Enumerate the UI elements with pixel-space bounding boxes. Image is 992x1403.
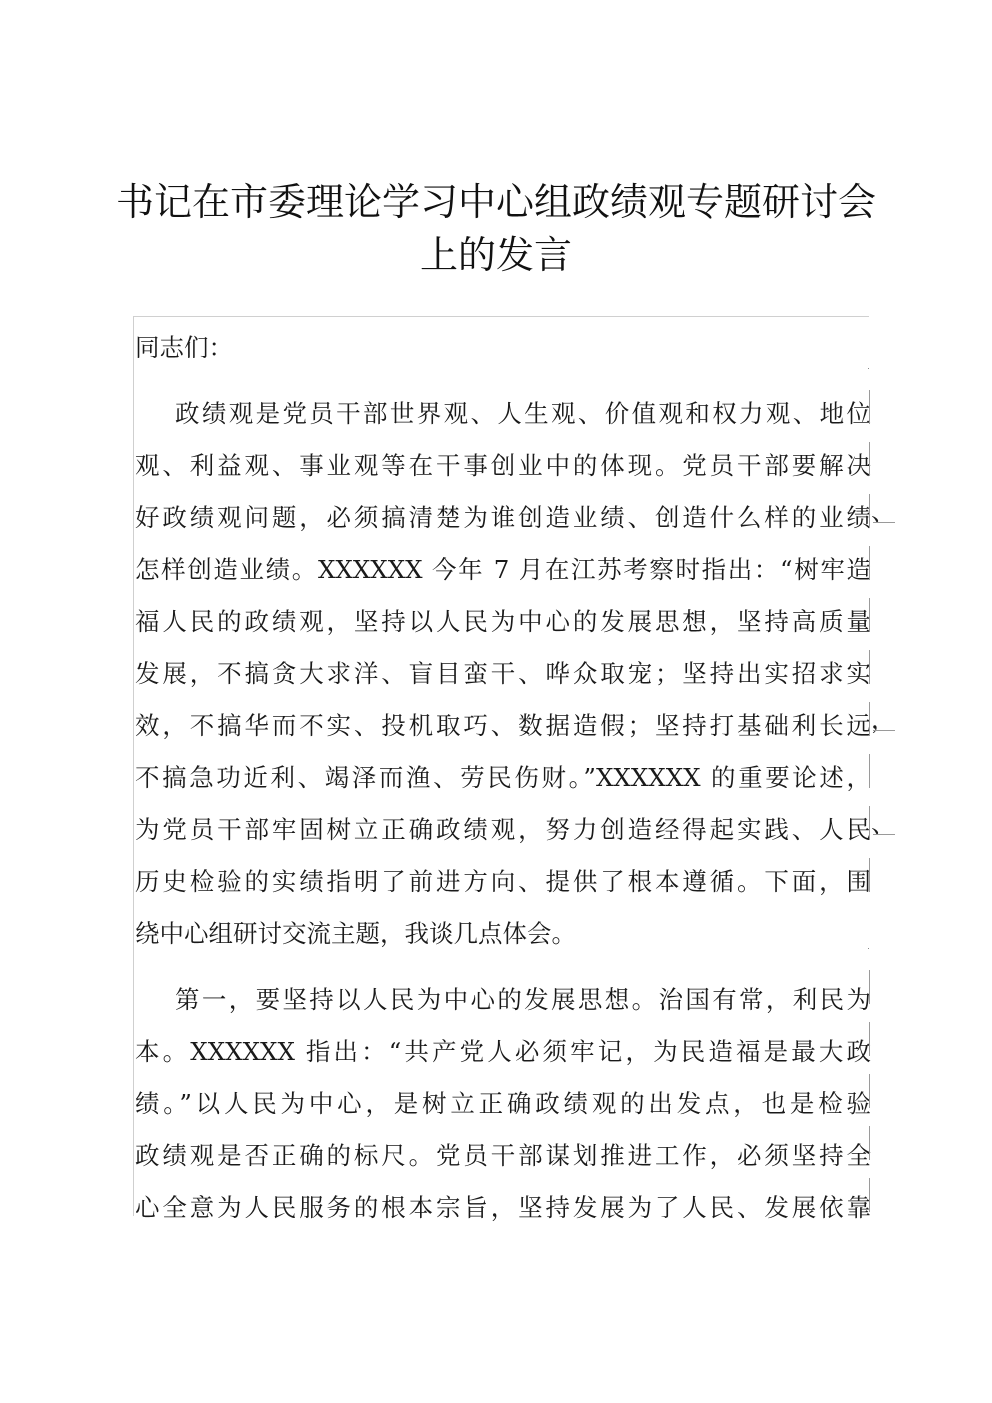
salutation: 同志们：	[135, 333, 233, 362]
right-margin-mark	[869, 1126, 870, 1160]
title-line-1: 书记在市委理论学习中心组政绩观专题研讨会	[115, 180, 876, 224]
margin-dot	[868, 368, 869, 369]
paragraph-1-line: 为党员干部牢固树立正确政绩观，努力创造经得起实践、人民	[135, 815, 871, 844]
document-title	[0, 176, 992, 282]
right-margin-mark	[869, 1178, 870, 1212]
paragraph-1-line: 怎样创造业绩。XXXXXX 今年 7 月在江苏考察时指出：“树牢造	[135, 555, 871, 584]
right-margin-mark	[869, 442, 870, 476]
paragraph-1	[135, 388, 871, 960]
paragraph-1-line: 福人民的政绩观，坚持以人民为中心的发展思想，坚持高质量	[135, 607, 871, 636]
text-frame-left-border	[133, 316, 134, 1216]
paragraph-1-line: 绕中心组研讨交流主题，我谈几点体会。	[135, 919, 576, 948]
overflow-punctuation: 、	[871, 809, 896, 838]
right-margin-mark	[869, 546, 870, 580]
right-margin-mark	[869, 650, 870, 684]
paragraph-2-line: 第一，要坚持以人民为中心的发展思想。治国有常，利民为	[175, 985, 871, 1014]
paragraph-2-line: 本。XXXXXX 指出：“共产党人必须牢记，为民造福是最大政	[135, 1037, 871, 1066]
paragraph-2-line: 政绩观是否正确的标尺。党员干部谋划推进工作，必须坚持全	[135, 1141, 871, 1170]
right-margin-mark	[869, 754, 870, 788]
paragraph-1-line: 政绩观是党员干部世界观、人生观、价值观和权力观、地位	[175, 399, 871, 428]
right-margin-mark	[869, 1074, 870, 1108]
paragraph-1-line: 历史检验的实绩指明了前进方向、提供了根本遵循。下面，围	[135, 867, 871, 896]
paragraph-2-line: 心全意为人民服务的根本宗旨，坚持发展为了人民、发展依靠	[135, 1193, 871, 1222]
overflow-punctuation: ，	[871, 705, 896, 734]
right-margin-mark	[869, 970, 870, 1004]
right-margin-mark	[869, 1022, 870, 1056]
paragraph-1-line: 效，不搞华而不实、投机取巧、数据造假；坚持打基础利长远	[135, 711, 871, 740]
paragraph-2	[135, 974, 871, 1234]
document-body[interactable]	[135, 322, 871, 1234]
paragraph-1-line: 好政绩观问题，必须搞清楚为谁创造业绩、创造什么样的业绩	[135, 503, 871, 532]
right-margin-mark	[869, 390, 870, 424]
right-margin-mark	[869, 598, 870, 632]
overflow-underline	[873, 834, 895, 835]
overflow-punctuation: 、	[871, 497, 896, 526]
margin-dot	[868, 948, 869, 949]
paragraph-2-line: 绩。”以人民为中心，是树立正确政绩观的出发点，也是检验	[135, 1089, 871, 1118]
text-frame-top-border	[133, 316, 869, 317]
right-margin-mark	[869, 858, 870, 892]
overflow-underline	[873, 730, 895, 731]
paragraph-1-line: 观、利益观、事业观等在干事创业中的体现。党员干部要解决	[135, 451, 871, 480]
paragraph-1-line: 发展，不搞贪大求洋、盲目蛮干、哗众取宠；坚持出实招求实	[135, 659, 871, 688]
overflow-underline	[873, 522, 895, 523]
title-line-2: 上的发言	[419, 233, 572, 277]
right-margin-mark	[869, 494, 870, 528]
right-margin-mark	[869, 806, 870, 840]
right-margin-mark	[869, 702, 870, 736]
paragraph-1-line: 不搞急功近利、竭泽而渔、劳民伤财。”XXXXXX 的重要论述，	[135, 763, 871, 792]
